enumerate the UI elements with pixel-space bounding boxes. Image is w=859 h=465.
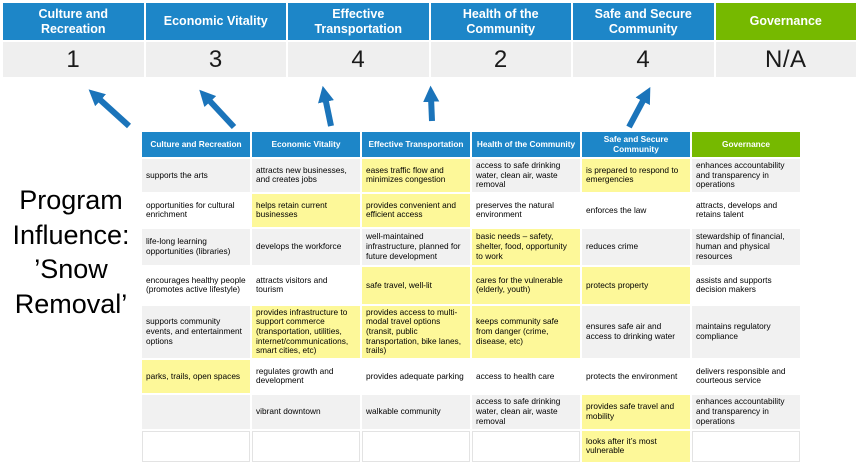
matrix-cell: enhances accountability and transparency in operations: [692, 159, 800, 192]
matrix-cell: attracts visitors and tourism: [252, 267, 360, 304]
matrix-cell: provides infrastructure to support commerce (transportation, utilities, internet/communications, smart cities, etc): [252, 306, 360, 358]
category-score: 4: [288, 42, 429, 77]
matrix-cell: life-long learning opportunities (libraries): [142, 229, 250, 265]
matrix-column-header: Culture and Recreation: [142, 132, 250, 157]
table-row: [142, 431, 800, 462]
matrix-cell: is prepared to respond to emergencies: [582, 159, 690, 192]
matrix-cell: basic needs – safety, shelter, food, opportunity to work: [472, 229, 580, 265]
matrix-cell: encourages healthy people (promotes active lifestyle): [142, 267, 250, 304]
matrix-cell: keeps community safe from danger (crime, disease, etc): [472, 306, 580, 358]
matrix-column-header: Governance: [692, 132, 800, 157]
category-header: Economic Vitality: [146, 3, 287, 40]
category-score: 2: [431, 42, 572, 77]
matrix-cell: eases traffic flow and minimizes congestion: [362, 159, 470, 192]
program-influence-label: Program Influence: ’Snow Removal’: [12, 185, 130, 319]
matrix-cell: preserves the natural environment: [472, 194, 580, 227]
category-banner: [3, 3, 856, 77]
matrix-cell: attracts, develops and retains talent: [692, 194, 800, 227]
matrix-cell: access to safe drinking water, clean air, waste removal: [472, 159, 580, 192]
matrix-cell: enhances accountability and transparency in operations: [692, 395, 800, 429]
arrow-up-icon: [325, 97, 331, 126]
matrix-cell: provides adequate parking: [362, 360, 470, 393]
matrix-cell: supports community events, and entertainment options: [142, 306, 250, 358]
table-row: [142, 360, 800, 393]
matrix-cell: opportunities for cultural enrichment: [142, 194, 250, 227]
category-header: Governance: [716, 3, 857, 40]
matrix-cell: vibrant downtown: [252, 395, 360, 429]
matrix-cell: [252, 431, 360, 462]
matrix-cell: [472, 431, 580, 462]
matrix-column-header: Safe and Secure Community: [582, 132, 690, 157]
arrow-up-icon: [207, 98, 234, 127]
category-score: 3: [146, 42, 287, 77]
matrix-cell: reduces crime: [582, 229, 690, 265]
arrow-up-icon: [629, 97, 645, 127]
category-score: 1: [3, 42, 144, 77]
matrix-cell: assists and supports decision makers: [692, 267, 800, 304]
category-score: 4: [573, 42, 714, 77]
category-header: Safe and Secure Community: [573, 3, 714, 40]
matrix-cell: [692, 431, 800, 462]
category-header: Culture and Recreation: [3, 3, 144, 40]
matrix-body: [142, 159, 800, 462]
matrix-cell: regulates growth and development: [252, 360, 360, 393]
matrix-column-header: Economic Vitality: [252, 132, 360, 157]
category-header: Health of the Community: [431, 3, 572, 40]
matrix-cell: ensures safe air and access to drinking water: [582, 306, 690, 358]
table-row: [142, 229, 800, 265]
matrix-cell: provides safe travel and mobility: [582, 395, 690, 429]
matrix-cell: delivers responsible and courteous service: [692, 360, 800, 393]
matrix-cell: develops the workforce: [252, 229, 360, 265]
arrow-up-icon: [97, 97, 129, 126]
category-header: Effective Transportation: [288, 3, 429, 40]
matrix-cell: access to safe drinking water, clean air, waste removal: [472, 395, 580, 429]
matrix-cell: parks, trails, open spaces: [142, 360, 250, 393]
matrix-cell: [362, 431, 470, 462]
table-row: [142, 395, 800, 429]
matrix-cell: [142, 431, 250, 462]
matrix-cell: maintains regulatory compliance: [692, 306, 800, 358]
matrix-cell: protects the environment: [582, 360, 690, 393]
category-score: N/A: [716, 42, 857, 77]
arrow-up-icon: [431, 97, 432, 121]
table-row: [142, 267, 800, 304]
matrix-cell: supports the arts: [142, 159, 250, 192]
table-row: [142, 194, 800, 227]
matrix-cell: walkable community: [362, 395, 470, 429]
matrix-cell: provides access to multi-modal travel options (transit, public transportation, bike lanes, trails): [362, 306, 470, 358]
matrix-cell: enforces the law: [582, 194, 690, 227]
table-row: [142, 306, 800, 358]
matrix-cell: stewardship of financial, human and physical resources: [692, 229, 800, 265]
matrix-cell: access to health care: [472, 360, 580, 393]
matrix-cell: looks after it’s most vulnerable: [582, 431, 690, 462]
matrix-column-header: Effective Transportation: [362, 132, 470, 157]
matrix-cell: safe travel, well-lit: [362, 267, 470, 304]
influence-matrix: [140, 130, 802, 464]
matrix-cell: provides convenient and efficient access: [362, 194, 470, 227]
matrix-header: [142, 132, 800, 157]
matrix-cell: helps retain current businesses: [252, 194, 360, 227]
matrix-cell: [142, 395, 250, 429]
matrix-cell: well-maintained infrastructure, planned for future development: [362, 229, 470, 265]
matrix-column-header: Health of the Community: [472, 132, 580, 157]
table-row: [142, 159, 800, 192]
matrix-cell: cares for the vulnerable (elderly, youth): [472, 267, 580, 304]
matrix-cell: protects property: [582, 267, 690, 304]
matrix-cell: attracts new businesses, and creates jobs: [252, 159, 360, 192]
